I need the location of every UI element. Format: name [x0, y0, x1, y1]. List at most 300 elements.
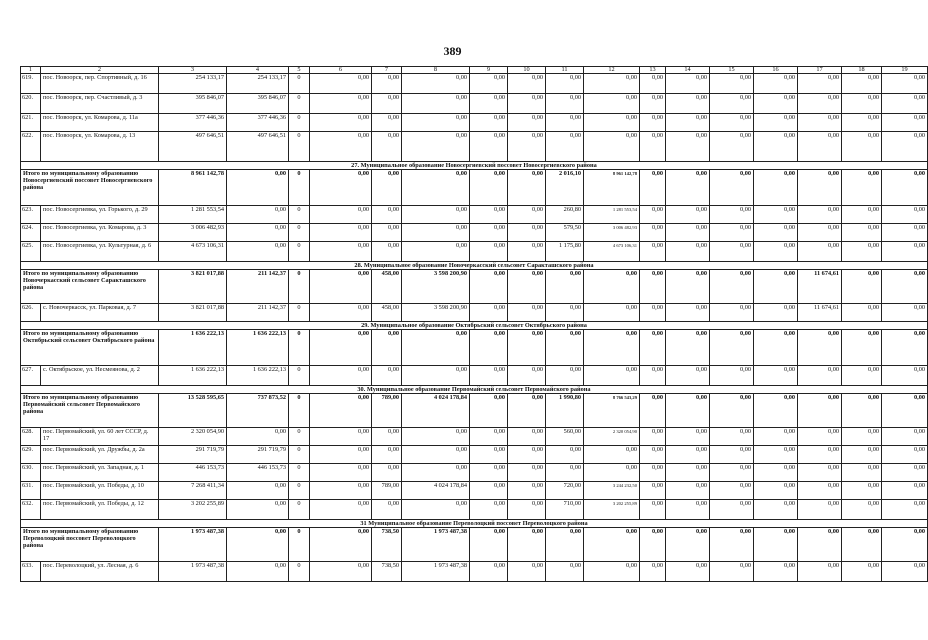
- value-cell: 377 446,36: [227, 114, 289, 132]
- value-cell: 0,00: [798, 446, 842, 464]
- value-cell: 0,00: [842, 562, 882, 582]
- row-name: пос. Новоорск, пер. Спортивный, д. 16: [41, 74, 159, 94]
- value-cell: 1 973 487,38: [159, 528, 227, 562]
- value-cell: 0,00: [310, 394, 372, 428]
- table-row: [21, 464, 928, 482]
- section-header-row: [21, 386, 928, 394]
- value-cell: 0: [289, 446, 310, 464]
- value-cell: 0,00: [882, 304, 928, 322]
- column-header: 1: [21, 67, 41, 74]
- value-cell: 0,00: [508, 500, 546, 520]
- value-cell: 0,00: [508, 114, 546, 132]
- value-cell: 0,00: [227, 206, 289, 224]
- column-header: 6: [310, 67, 372, 74]
- value-cell: 1 636 222,13: [159, 366, 227, 386]
- row-number: 630.: [21, 464, 41, 482]
- value-cell: 0,00: [666, 270, 710, 304]
- value-cell: 254 133,17: [159, 74, 227, 94]
- value-cell: 0,00: [754, 446, 798, 464]
- value-cell: 0,00: [666, 94, 710, 114]
- value-cell: 0,00: [710, 366, 754, 386]
- value-cell: 0,00: [310, 428, 372, 446]
- value-cell: 560,00: [546, 428, 584, 446]
- value-cell: 0,00: [584, 74, 640, 94]
- value-cell: 579,50: [546, 224, 584, 242]
- column-header: 18: [842, 67, 882, 74]
- row-name: пос. Первомайский, ул. Победы, д. 12: [41, 500, 159, 520]
- value-cell: 0,00: [584, 562, 640, 582]
- value-cell: 3 006 482,93: [584, 224, 640, 242]
- value-cell: 0,00: [402, 428, 470, 446]
- value-cell: 458,00: [372, 304, 402, 322]
- table-row: [21, 446, 928, 464]
- row-name: пос. Новоорск, ул. Комарова, д. 11а: [41, 114, 159, 132]
- value-cell: 458,00: [372, 270, 402, 304]
- value-cell: 0,00: [640, 74, 666, 94]
- value-cell: 0,00: [546, 528, 584, 562]
- value-cell: 0,00: [508, 74, 546, 94]
- value-cell: 8 961 142,78: [584, 170, 640, 206]
- value-cell: 0,00: [310, 94, 372, 114]
- value-cell: 0,00: [710, 114, 754, 132]
- value-cell: 3 202 255,89: [159, 500, 227, 520]
- value-cell: 1 636 222,13: [159, 330, 227, 366]
- column-header: 17: [798, 67, 842, 74]
- value-cell: 0,00: [227, 562, 289, 582]
- row-name: с. Новочеркасск, ул. Парковая, д. 7: [41, 304, 159, 322]
- value-cell: 0: [289, 270, 310, 304]
- value-cell: 0,00: [470, 170, 508, 206]
- value-cell: 13 528 595,65: [159, 394, 227, 428]
- value-cell: 0,00: [372, 224, 402, 242]
- value-cell: 0,00: [584, 528, 640, 562]
- value-cell: 0,00: [666, 464, 710, 482]
- value-cell: 0: [289, 224, 310, 242]
- value-cell: 0,00: [842, 446, 882, 464]
- value-cell: 0,00: [546, 94, 584, 114]
- value-cell: 1 281 553,54: [584, 206, 640, 224]
- table-row: [21, 428, 928, 446]
- value-cell: 0,00: [470, 394, 508, 428]
- value-cell: 0,00: [310, 464, 372, 482]
- row-name: Итого по муниципальному образованию Октябрьский сельсовет Октябрьского района: [21, 330, 159, 366]
- value-cell: 0,00: [710, 74, 754, 94]
- value-cell: 0,00: [710, 242, 754, 262]
- value-cell: 0: [289, 464, 310, 482]
- value-cell: 2 016,10: [546, 170, 584, 206]
- row-number: 633.: [21, 562, 41, 582]
- section-header-row: [21, 162, 928, 170]
- value-cell: 1 973 487,38: [159, 562, 227, 582]
- value-cell: 0,00: [666, 114, 710, 132]
- value-cell: 0: [289, 74, 310, 94]
- value-cell: 0,00: [882, 500, 928, 520]
- row-number: 621.: [21, 114, 41, 132]
- section-title: 29. Муниципальное образование Октябрьский сельсовет Октябрьского района: [21, 322, 928, 330]
- table-row: [21, 224, 928, 242]
- table-row: [21, 366, 928, 386]
- value-cell: 0,00: [882, 74, 928, 94]
- value-cell: 0,00: [640, 242, 666, 262]
- value-cell: 0,00: [710, 464, 754, 482]
- value-cell: 0,00: [882, 562, 928, 582]
- value-cell: 0,00: [310, 500, 372, 520]
- value-cell: 0,00: [754, 330, 798, 366]
- value-cell: 738,50: [372, 562, 402, 582]
- value-cell: 0,00: [546, 446, 584, 464]
- table-row: [21, 206, 928, 224]
- row-name: пос. Новоорск, ул. Комарова, д. 13: [41, 132, 159, 162]
- value-cell: 0,00: [546, 330, 584, 366]
- value-cell: 0,00: [710, 446, 754, 464]
- value-cell: 0,00: [798, 94, 842, 114]
- value-cell: 0: [289, 132, 310, 162]
- value-cell: 395 846,07: [227, 94, 289, 114]
- value-cell: 0,00: [842, 242, 882, 262]
- value-cell: 0,00: [227, 528, 289, 562]
- value-cell: 3 821 017,88: [159, 270, 227, 304]
- value-cell: 0,00: [470, 94, 508, 114]
- value-cell: 0,00: [584, 94, 640, 114]
- column-header: 15: [710, 67, 754, 74]
- value-cell: 0,00: [842, 394, 882, 428]
- value-cell: 0,00: [666, 394, 710, 428]
- value-cell: 291 719,79: [227, 446, 289, 464]
- total-row: [21, 394, 928, 428]
- value-cell: 0,00: [508, 394, 546, 428]
- table-row: [21, 500, 928, 520]
- row-number: 622.: [21, 132, 41, 162]
- row-name: пос. Первомайский, ул. Дружбы, д. 2а: [41, 446, 159, 464]
- total-row: [21, 170, 928, 206]
- value-cell: 0,00: [640, 170, 666, 206]
- value-cell: 0,00: [666, 428, 710, 446]
- value-cell: 0: [289, 528, 310, 562]
- row-name: пос. Переволоцкий, ул. Лесная, д. 6: [41, 562, 159, 582]
- table-row: [21, 132, 928, 162]
- row-name: Итого по муниципальному образованию Переволоцкий поссовет Переволоцкого района: [21, 528, 159, 562]
- value-cell: 0,00: [754, 114, 798, 132]
- value-cell: 4 673 106,31: [584, 242, 640, 262]
- row-name: Итого по муниципальному образованию Первомайский сельсовет Первомайского района: [21, 394, 159, 428]
- value-cell: 0,00: [666, 170, 710, 206]
- value-cell: 0,00: [710, 132, 754, 162]
- row-name: пос. Новосергиевка, ул. Горького, д. 29: [41, 206, 159, 224]
- value-cell: 0,00: [882, 94, 928, 114]
- value-cell: 0,00: [666, 224, 710, 242]
- value-cell: 0,00: [882, 114, 928, 132]
- value-cell: 0,00: [508, 330, 546, 366]
- value-cell: 0,00: [842, 330, 882, 366]
- value-cell: 0,00: [470, 242, 508, 262]
- column-header: 11: [546, 67, 584, 74]
- value-cell: 0,00: [754, 170, 798, 206]
- value-cell: 0,00: [402, 94, 470, 114]
- value-cell: 0,00: [666, 366, 710, 386]
- value-cell: 0,00: [842, 366, 882, 386]
- value-cell: 0,00: [710, 482, 754, 500]
- row-name: пос. Первомайский, ул. Победы, д. 10: [41, 482, 159, 500]
- value-cell: 0: [289, 366, 310, 386]
- value-cell: 497 646,51: [159, 132, 227, 162]
- value-cell: 4 673 106,31: [159, 242, 227, 262]
- value-cell: 0,00: [508, 366, 546, 386]
- value-cell: 0,00: [372, 428, 402, 446]
- value-cell: 0,00: [402, 242, 470, 262]
- value-cell: 0,00: [640, 114, 666, 132]
- value-cell: 1 281 553,54: [159, 206, 227, 224]
- value-cell: 0,00: [666, 330, 710, 366]
- value-cell: 0,00: [666, 242, 710, 262]
- value-cell: 0,00: [882, 224, 928, 242]
- value-cell: 3 821 017,88: [159, 304, 227, 322]
- section-title: 31 Муниципальное образование Переволоцкий поссовет Переволоцкого района: [21, 520, 928, 528]
- value-cell: 0,00: [470, 304, 508, 322]
- value-cell: 0,00: [754, 500, 798, 520]
- table-row: [21, 482, 928, 500]
- table-row: [21, 74, 928, 94]
- value-cell: 0,00: [470, 132, 508, 162]
- header-row: [21, 67, 928, 74]
- row-number: 632.: [21, 500, 41, 520]
- value-cell: 0,00: [470, 114, 508, 132]
- value-cell: 4 024 178,84: [402, 394, 470, 428]
- value-cell: 0,00: [710, 224, 754, 242]
- value-cell: 0,00: [508, 270, 546, 304]
- row-number: 626.: [21, 304, 41, 322]
- value-cell: 211 142,37: [227, 304, 289, 322]
- value-cell: 0,00: [640, 482, 666, 500]
- value-cell: 0,00: [372, 500, 402, 520]
- value-cell: 0,00: [470, 224, 508, 242]
- value-cell: 0,00: [546, 114, 584, 132]
- value-cell: 0,00: [798, 170, 842, 206]
- value-cell: 0,00: [666, 482, 710, 500]
- value-cell: 0,00: [710, 394, 754, 428]
- value-cell: 0,00: [310, 224, 372, 242]
- value-cell: 0,00: [666, 446, 710, 464]
- value-cell: 395 846,07: [159, 94, 227, 114]
- value-cell: 0,00: [402, 132, 470, 162]
- row-name: пос. Первомайский, ул. 60 лет СССР, д. 17: [41, 428, 159, 446]
- value-cell: 0,00: [546, 270, 584, 304]
- row-number: 623.: [21, 206, 41, 224]
- value-cell: 0,00: [798, 206, 842, 224]
- value-cell: 0,00: [882, 242, 928, 262]
- value-cell: 0,00: [402, 206, 470, 224]
- value-cell: 3 244 232,50: [584, 482, 640, 500]
- value-cell: 0,00: [310, 114, 372, 132]
- value-cell: 0,00: [470, 528, 508, 562]
- value-cell: 0,00: [798, 330, 842, 366]
- value-cell: 0,00: [640, 132, 666, 162]
- column-header: 8: [402, 67, 470, 74]
- value-cell: 0,00: [842, 206, 882, 224]
- value-cell: 0,00: [798, 500, 842, 520]
- value-cell: 0,00: [754, 394, 798, 428]
- value-cell: 0,00: [372, 206, 402, 224]
- value-cell: 0,00: [584, 114, 640, 132]
- value-cell: 0,00: [402, 464, 470, 482]
- value-cell: 0,00: [584, 304, 640, 322]
- value-cell: 0,00: [470, 428, 508, 446]
- value-cell: 0,00: [754, 270, 798, 304]
- row-number: 629.: [21, 446, 41, 464]
- value-cell: 0,00: [470, 500, 508, 520]
- value-cell: 0,00: [470, 446, 508, 464]
- value-cell: 0,00: [882, 446, 928, 464]
- value-cell: 0,00: [640, 304, 666, 322]
- value-cell: 0,00: [640, 366, 666, 386]
- value-cell: 0,00: [508, 224, 546, 242]
- value-cell: 1 973 487,38: [402, 528, 470, 562]
- value-cell: 0,00: [372, 446, 402, 464]
- row-name: пос. Первомайский, ул. Западная, д. 1: [41, 464, 159, 482]
- table-row: [21, 562, 928, 582]
- value-cell: 0,00: [640, 94, 666, 114]
- value-cell: 2 320 054,90: [584, 428, 640, 446]
- value-cell: 0,00: [584, 270, 640, 304]
- value-cell: 0,00: [470, 464, 508, 482]
- value-cell: 0,00: [882, 482, 928, 500]
- value-cell: 0,00: [546, 304, 584, 322]
- value-cell: 0,00: [754, 132, 798, 162]
- value-cell: 497 646,51: [227, 132, 289, 162]
- value-cell: 0,00: [640, 394, 666, 428]
- value-cell: 0,00: [402, 500, 470, 520]
- column-header: 19: [882, 67, 928, 74]
- value-cell: 0,00: [402, 224, 470, 242]
- value-cell: 211 142,37: [227, 270, 289, 304]
- value-cell: 0,00: [798, 482, 842, 500]
- value-cell: 0,00: [372, 74, 402, 94]
- value-cell: 3 202 255,89: [584, 500, 640, 520]
- value-cell: 0,00: [372, 242, 402, 262]
- value-cell: 0,00: [666, 562, 710, 582]
- value-cell: 0,00: [372, 464, 402, 482]
- value-cell: 0,00: [754, 562, 798, 582]
- value-cell: 11 674,61: [798, 304, 842, 322]
- value-cell: 1 990,80: [546, 394, 584, 428]
- value-cell: 0,00: [310, 528, 372, 562]
- table-body: [21, 67, 928, 582]
- column-header: 16: [754, 67, 798, 74]
- value-cell: 3 598 200,90: [402, 270, 470, 304]
- value-cell: 0,00: [882, 170, 928, 206]
- column-header: 5: [289, 67, 310, 74]
- value-cell: 0,00: [842, 428, 882, 446]
- row-number: 627.: [21, 366, 41, 386]
- value-cell: 0,00: [882, 464, 928, 482]
- value-cell: 0,00: [402, 74, 470, 94]
- value-cell: 0,00: [310, 562, 372, 582]
- row-number: 625.: [21, 242, 41, 262]
- value-cell: 0,00: [584, 464, 640, 482]
- value-cell: 0: [289, 428, 310, 446]
- value-cell: 8 766 543,29: [584, 394, 640, 428]
- value-cell: 0,00: [227, 170, 289, 206]
- value-cell: 0,00: [798, 528, 842, 562]
- value-cell: 7 268 411,34: [159, 482, 227, 500]
- value-cell: 0,00: [310, 74, 372, 94]
- value-cell: 0,00: [372, 366, 402, 386]
- value-cell: 0: [289, 482, 310, 500]
- value-cell: 8 961 142,78: [159, 170, 227, 206]
- value-cell: 260,80: [546, 206, 584, 224]
- value-cell: 0,00: [372, 170, 402, 206]
- value-cell: 737 873,52: [227, 394, 289, 428]
- table-row: [21, 242, 928, 262]
- value-cell: 0,00: [798, 464, 842, 482]
- row-number: 631.: [21, 482, 41, 500]
- section-title: 27. Муниципальное образование Новосергиевский поссовет Новосергиевского района: [21, 162, 928, 170]
- value-cell: 0,00: [842, 464, 882, 482]
- value-cell: 0,00: [754, 224, 798, 242]
- value-cell: 0,00: [754, 74, 798, 94]
- value-cell: 0,00: [710, 500, 754, 520]
- value-cell: 0,00: [470, 206, 508, 224]
- value-cell: 0,00: [470, 74, 508, 94]
- value-cell: 0: [289, 394, 310, 428]
- value-cell: 0,00: [546, 562, 584, 582]
- value-cell: 0,00: [640, 224, 666, 242]
- row-name: пос. Новосергиевка, ул. Культурная, д. 6: [41, 242, 159, 262]
- value-cell: 0,00: [508, 170, 546, 206]
- value-cell: 0,00: [402, 446, 470, 464]
- value-cell: 0,00: [882, 270, 928, 304]
- value-cell: 254 133,17: [227, 74, 289, 94]
- value-cell: 0: [289, 114, 310, 132]
- value-cell: 0,00: [882, 330, 928, 366]
- value-cell: 0,00: [310, 132, 372, 162]
- value-cell: 0,00: [710, 206, 754, 224]
- section-title: 28. Муниципальное образование Новочеркасский сельсовет Саракташского района: [21, 262, 928, 270]
- value-cell: 446 153,73: [227, 464, 289, 482]
- value-cell: 0,00: [666, 304, 710, 322]
- value-cell: 0,00: [842, 224, 882, 242]
- value-cell: 0,00: [372, 94, 402, 114]
- value-cell: 0,00: [842, 270, 882, 304]
- value-cell: 0,00: [842, 482, 882, 500]
- row-number: 628.: [21, 428, 41, 446]
- value-cell: 0,00: [310, 446, 372, 464]
- section-title: 30. Муниципальное образование Первомайский сельсовет Первомайского района: [21, 386, 928, 394]
- value-cell: 0,00: [508, 464, 546, 482]
- value-cell: 0,00: [402, 114, 470, 132]
- value-cell: 0,00: [310, 304, 372, 322]
- value-cell: 0: [289, 304, 310, 322]
- table-row: [21, 114, 928, 132]
- value-cell: 0,00: [710, 562, 754, 582]
- value-cell: 0,00: [310, 482, 372, 500]
- value-cell: 0,00: [508, 206, 546, 224]
- value-cell: 0,00: [754, 366, 798, 386]
- value-cell: 0,00: [666, 206, 710, 224]
- value-cell: 0,00: [227, 500, 289, 520]
- column-header: 2: [41, 67, 159, 74]
- section-header-row: [21, 262, 928, 270]
- value-cell: 0,00: [310, 330, 372, 366]
- column-header: 3: [159, 67, 227, 74]
- value-cell: 0,00: [508, 482, 546, 500]
- value-cell: 1 175,80: [546, 242, 584, 262]
- value-cell: 0,00: [666, 500, 710, 520]
- value-cell: 0,00: [470, 270, 508, 304]
- value-cell: 0,00: [372, 132, 402, 162]
- value-cell: 0,00: [666, 74, 710, 94]
- value-cell: 0,00: [508, 528, 546, 562]
- value-cell: 2 320 054,90: [159, 428, 227, 446]
